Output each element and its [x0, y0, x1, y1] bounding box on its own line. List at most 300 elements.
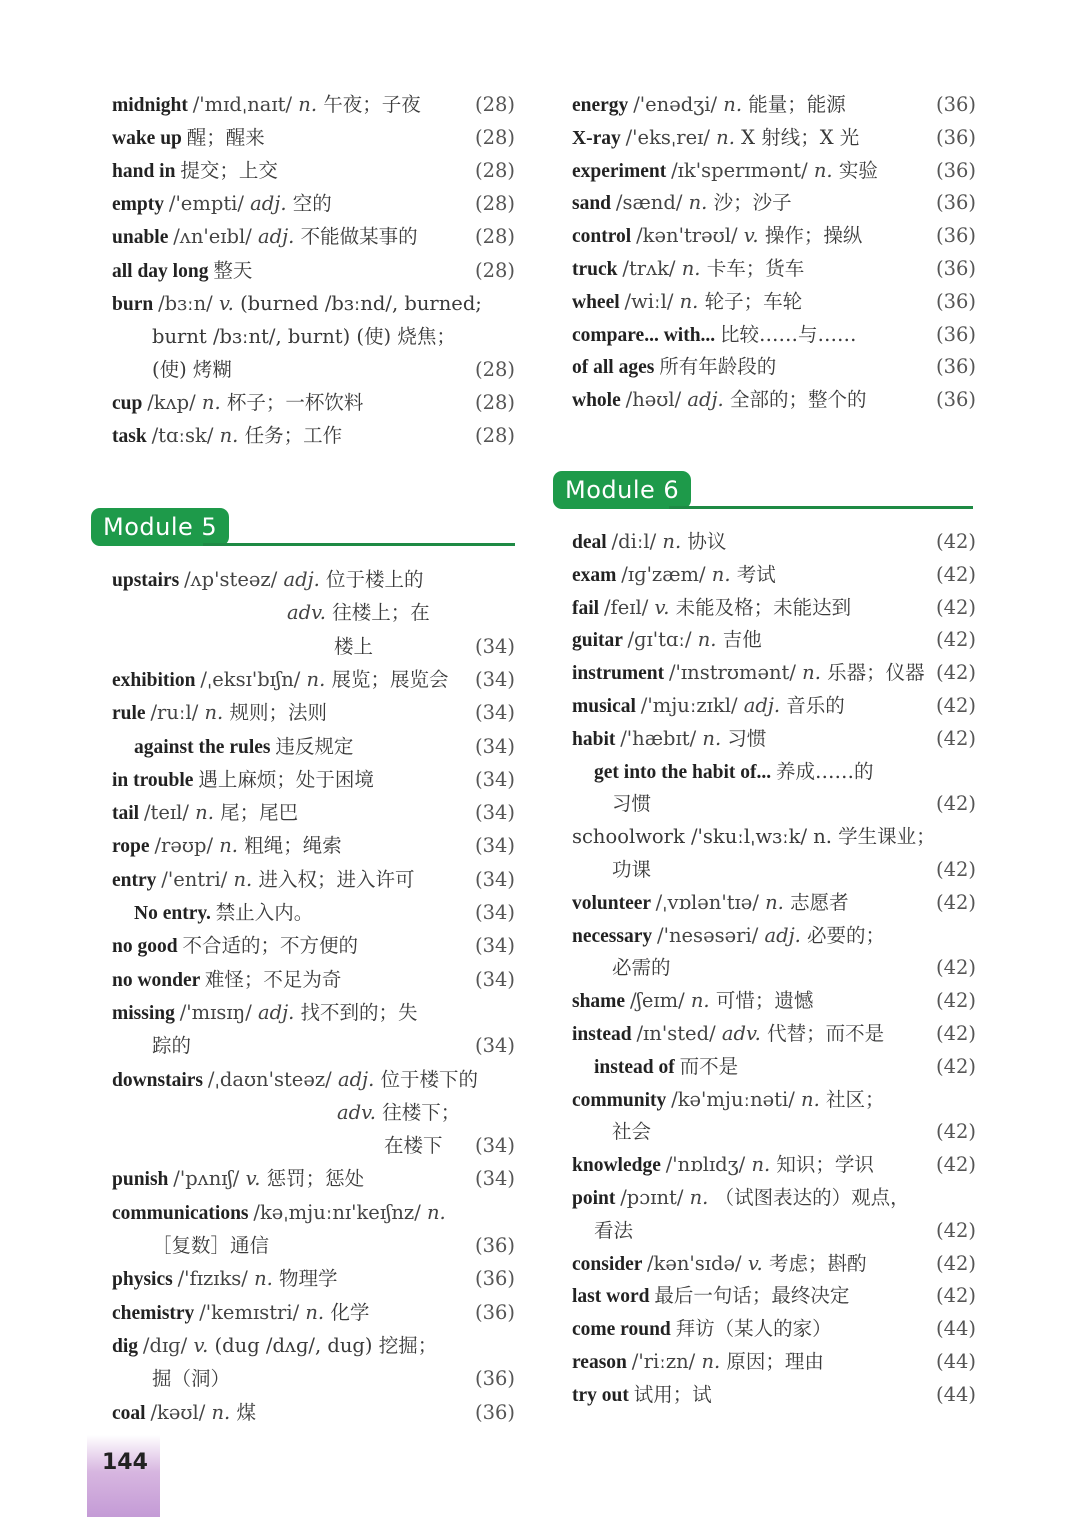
vocab-part-of-speech: n.	[219, 834, 245, 858]
vocab-word: exam	[572, 564, 622, 586]
vocab-entry-text	[112, 963, 341, 997]
vocab-word: reason	[572, 1352, 632, 1373]
vocab-page-ref: (44)	[935, 1350, 976, 1373]
vocab-entry-text	[612, 1115, 651, 1148]
vocab-word: rule	[112, 703, 151, 725]
vocab-part-of-speech: n.	[679, 289, 705, 313]
vocab-word: X-ray	[572, 127, 626, 149]
vocab-entry-text	[112, 663, 449, 697]
vocab-part-of-speech: n.	[306, 667, 332, 691]
vocab-entry-text	[572, 350, 776, 384]
vocab-entry	[112, 696, 515, 729]
vocab-word: No entry.	[134, 903, 216, 924]
module-5-header	[91, 508, 515, 548]
vocab-word: knowledge	[572, 1155, 666, 1177]
vocab-definition: X 射线；X 光	[741, 125, 860, 149]
vocab-page-ref: (28)	[474, 357, 515, 381]
vocab-phonetic: /'nesəsəri/	[657, 923, 765, 947]
vocab-page-ref: (36)	[935, 289, 976, 313]
vocab-entry	[572, 722, 976, 755]
vocab-entry-text	[572, 558, 776, 592]
vocab-definition: 轮子；车轮	[704, 289, 803, 313]
vocab-entry	[112, 796, 515, 829]
vocab-word: against the rules	[134, 736, 276, 758]
vocab-entry-text	[112, 929, 358, 963]
vocab-page-ref: (36)	[935, 191, 976, 215]
vocab-entry-text	[152, 353, 232, 386]
vocab-entry	[572, 558, 976, 591]
vocab-entry-text	[112, 563, 424, 597]
vocab-entry	[572, 88, 976, 121]
vocab-entry	[112, 154, 515, 187]
vocab-entry	[112, 1196, 515, 1229]
vocab-part-of-speech: n.	[702, 726, 728, 750]
vocab-phonetic: /dɪɡ/	[142, 1333, 194, 1357]
vocab-definition: 尾；尾巴	[220, 801, 299, 825]
vocab-entry	[112, 88, 515, 121]
vocab-page-ref: (28)	[474, 424, 515, 447]
vocab-word: rope	[112, 836, 155, 858]
vocab-entry-text	[112, 1063, 478, 1097]
vocab-part-of-speech: n.	[233, 867, 259, 891]
vocab-entry-text	[112, 386, 363, 420]
vocab-page-ref: (36)	[935, 158, 976, 182]
page-number: 144	[102, 1450, 148, 1475]
vocab-entry-text	[612, 853, 651, 886]
vocab-part-of-speech: v.	[218, 291, 241, 315]
vocab-entry-text	[384, 1129, 443, 1162]
vocab-definition: ［复数］通信	[152, 1234, 270, 1257]
vocab-page-ref: (34)	[474, 834, 515, 858]
vocab-page-ref: (34)	[474, 1134, 515, 1158]
vocab-entry	[572, 853, 976, 886]
vocab-page-ref: (36)	[474, 1267, 515, 1291]
vocab-page-ref: (28)	[474, 225, 515, 249]
vocab-word: no good	[112, 936, 183, 958]
vocab-entry	[572, 1312, 976, 1345]
vocab-definition: 不合适的；不方便的	[182, 934, 358, 958]
vocab-phonetic: /'mjuːzɪkl/	[640, 694, 744, 717]
vocab-entry	[112, 121, 515, 154]
vocab-entry	[112, 220, 515, 253]
vocab-word: volunteer	[572, 892, 656, 914]
vocab-entry-text	[594, 1050, 738, 1084]
vocab-word: cup	[112, 392, 148, 414]
vocab-page-ref: (42)	[935, 1218, 976, 1242]
vocab-entry	[572, 121, 976, 154]
vocab-phonetic: /kəʊl/	[150, 1400, 212, 1424]
vocab-phonetic: /ɪk'sperɪmənt/	[671, 158, 814, 182]
vocab-definition: 最后一句话；最终决定	[654, 1284, 850, 1308]
vocab-definition: 实验	[838, 158, 878, 182]
vocab-page-ref: (36)	[935, 322, 976, 346]
vocab-entry	[112, 730, 515, 763]
vocab-entry-text	[572, 318, 857, 352]
vocab-entry	[572, 252, 976, 285]
vocab-definition: 音乐的	[786, 694, 845, 717]
vocab-page-ref: (34)	[474, 801, 515, 825]
vocab-definition: （试图表达的）观点，	[714, 1186, 910, 1209]
vocab-page-ref: (34)	[474, 634, 515, 658]
vocab-page-ref: (42)	[935, 530, 976, 553]
vocab-definition: 醒；醒来	[186, 126, 265, 150]
vocab-word: consider	[572, 1253, 647, 1275]
vocab-phonetic: /'ɪnstrʊmənt/	[668, 661, 803, 685]
vocab-page-ref: (36)	[935, 257, 976, 280]
vocab-entry-text	[134, 730, 353, 764]
vocab-word: whole	[572, 390, 626, 412]
vocab-entry	[572, 886, 976, 919]
vocab-definition: (burned /bɜːnd/, burned;	[240, 291, 482, 315]
vocab-entry	[112, 419, 515, 452]
vocab-phonetic: /kəˌmjuːnɪ'keɪʃnz/	[253, 1200, 427, 1224]
vocab-definition: 协议	[687, 530, 727, 553]
vocab-entry	[112, 963, 515, 996]
vocab-word: come round	[572, 1319, 676, 1341]
vocab-part-of-speech: adv.	[287, 601, 333, 625]
module-5-rule	[203, 543, 515, 546]
vocab-page-ref: (34)	[474, 667, 515, 691]
vocab-word: wheel	[572, 291, 625, 313]
vocab-entry-text	[572, 252, 804, 286]
vocab-entry	[112, 1362, 515, 1395]
vocab-entry-text	[572, 1181, 910, 1215]
vocab-entry-text	[572, 121, 859, 155]
vocab-definition: 养成……的	[776, 759, 874, 783]
vocab-definition: 考试	[736, 562, 776, 586]
vocab-word: chemistry	[112, 1302, 200, 1324]
vocab-page-ref: (42)	[935, 890, 976, 914]
vocab-part-of-speech: n.	[662, 530, 688, 553]
vocab-word: wake up	[112, 128, 187, 150]
vocab-definition: 试用；试	[633, 1382, 712, 1406]
vocab-definition: 社会	[612, 1120, 652, 1144]
vocab-phonetic: /'enədʒi/	[633, 93, 724, 116]
vocab-page-ref: (36)	[935, 125, 976, 149]
vocab-part-of-speech: v.	[747, 1251, 769, 1275]
vocab-entry	[572, 1214, 976, 1247]
vocab-entry	[112, 287, 515, 320]
vocab-entry-text	[572, 919, 885, 953]
vocab-page-ref: (36)	[935, 224, 976, 248]
vocab-word: physics	[112, 1269, 178, 1291]
vocab-entry	[572, 1247, 976, 1280]
vocab-entry-text	[572, 656, 925, 690]
vocab-entry-text	[112, 1396, 256, 1430]
vocab-word: empty	[112, 194, 169, 216]
vocab-word: control	[572, 226, 637, 248]
vocab-page-ref: (42)	[935, 989, 976, 1013]
vocab-entry-text	[572, 219, 862, 253]
vocab-word: get into the habit of...	[594, 761, 776, 783]
vocab-entry	[572, 525, 976, 558]
vocab-phonetic: /ʌn'eɪbl/	[173, 225, 259, 249]
vocab-definition: 代替；而不是	[767, 1022, 885, 1045]
vocab-entry	[572, 755, 976, 788]
vocab-word: experiment	[572, 160, 672, 182]
vocab-entry	[112, 929, 515, 962]
vocab-part-of-speech: v.	[193, 1333, 215, 1357]
vocab-phonetic: /sænd/	[615, 191, 689, 215]
vocab-word: no wonder	[112, 969, 205, 991]
vocab-entry-text	[572, 689, 845, 723]
vocab-entry-text	[572, 623, 762, 657]
vocab-entry-text	[572, 591, 851, 625]
vocab-part-of-speech: n.	[204, 701, 230, 725]
vocab-word: last word	[572, 1286, 655, 1308]
vocab-word: musical	[572, 696, 641, 717]
vocab-definition: 提交；上交	[180, 159, 278, 183]
vocab-entry	[572, 591, 976, 624]
vocab-entry	[112, 996, 515, 1029]
vocab-phonetic: /trʌk/	[622, 257, 682, 280]
vocab-entry	[112, 353, 515, 386]
vocab-entry-text	[572, 1345, 824, 1379]
vocab-page-ref: (42)	[935, 562, 976, 586]
vocab-word: exhibition	[112, 669, 201, 691]
vocab-part-of-speech: n.	[681, 257, 707, 280]
vocab-entry	[112, 386, 515, 419]
vocab-page-ref: (42)	[935, 956, 976, 980]
vocab-phonetic: /ruːl/	[150, 701, 205, 725]
vocab-word: tail	[112, 803, 144, 825]
module-6-rule	[669, 506, 973, 509]
vocab-phonetic: /ɪɡ'zæm/	[621, 562, 712, 586]
vocab-entry	[112, 1329, 515, 1362]
vocab-word: deal	[572, 532, 612, 553]
vocab-definition: 必要的；	[807, 923, 886, 947]
vocab-entry-text	[612, 787, 651, 820]
vocab-entry	[572, 1050, 976, 1083]
vocab-entry	[572, 350, 976, 383]
vocab-phonetic: /pɔɪnt/	[620, 1186, 690, 1209]
vocab-definition: 位于楼上的	[326, 568, 424, 591]
vocab-entry-text	[112, 121, 265, 155]
vocab-entry-text	[572, 1017, 884, 1051]
vocab-word: try out	[572, 1384, 634, 1406]
vocab-entry	[572, 1378, 976, 1411]
vocab-page-ref: (36)	[935, 93, 976, 116]
vocab-definition: 化学	[330, 1300, 370, 1324]
vocab-word: community	[572, 1089, 672, 1111]
vocab-definition: 往楼上；在	[332, 601, 430, 625]
vocab-page-ref: (34)	[474, 1034, 515, 1058]
vocab-entry-text	[152, 1029, 191, 1062]
vocab-definition: 功课	[612, 858, 652, 881]
vocab-word: instrument	[572, 663, 669, 685]
vocab-entry	[572, 219, 976, 252]
module-6-header	[553, 471, 973, 511]
vocab-part-of-speech: n.	[254, 1267, 280, 1291]
vocab-definition: 整天	[213, 258, 253, 282]
vocab-word: communications	[112, 1202, 254, 1224]
vocab-phonetic: /ʃeɪm/	[629, 989, 691, 1013]
vocab-definition: 任务；工作	[244, 424, 343, 447]
vocab-word: coal	[112, 1402, 151, 1424]
vocab-part-of-speech: n.	[701, 1350, 727, 1373]
vocab-definition: 在楼下	[384, 1134, 443, 1158]
vocab-word: hand in	[112, 161, 181, 183]
vocab-page-ref: (28)	[474, 258, 515, 282]
vocab-entry	[112, 254, 515, 287]
vocab-entry-text	[572, 886, 849, 920]
vocab-entry	[112, 1396, 515, 1429]
vocab-page-ref: (34)	[474, 934, 515, 958]
vocab-entry	[112, 596, 515, 629]
vocab-definition: 拜访（某人的家）	[675, 1317, 832, 1341]
vocab-phonetic: /'hæbɪt/	[620, 726, 703, 750]
vocab-entry-text	[572, 1083, 885, 1117]
vocab-entry	[112, 1029, 515, 1062]
vocab-phonetic: /feɪl/	[603, 595, 655, 619]
vocab-page-ref: (34)	[474, 1167, 515, 1191]
vocab-entry	[112, 1129, 515, 1162]
vocab-entry-text	[572, 1279, 849, 1313]
vocab-definition: 禁止入内。	[215, 901, 314, 924]
vocab-entry-text	[112, 88, 421, 122]
vocab-page-ref: (34)	[474, 767, 515, 791]
vocab-page-ref: (42)	[935, 661, 976, 685]
vocab-word: missing	[112, 1002, 180, 1024]
vocab-definition: 习惯	[612, 792, 652, 816]
vocab-entry	[112, 863, 515, 896]
vocab-page-ref: (42)	[935, 1251, 976, 1275]
vocab-entry	[572, 186, 976, 219]
vocab-definition: (使) 烤糊	[152, 357, 232, 381]
vocab-word: truck	[572, 259, 623, 280]
vocab-word: task	[112, 426, 152, 447]
vocab-definition: 煤	[236, 1400, 256, 1424]
vocab-definition: 比较……与……	[720, 322, 857, 346]
vocab-definition: 进入权；进入许可	[258, 867, 415, 891]
vocab-entry-text	[112, 419, 342, 453]
vocab-entry	[112, 1296, 515, 1329]
vocab-phonetic: /'entri/	[161, 867, 234, 891]
vocab-phonetic: /rəʊp/	[154, 834, 220, 858]
vocab-entry	[572, 1017, 976, 1050]
vocab-word: in trouble	[112, 769, 199, 791]
vocab-entry	[572, 1083, 976, 1116]
vocab-definition: 找不到的；失	[300, 1000, 418, 1024]
vocab-entry	[572, 623, 976, 656]
vocab-definition: 掘（洞）	[152, 1367, 231, 1391]
vocab-part-of-speech: n.	[716, 125, 742, 149]
vocab-part-of-speech: adv.	[721, 1022, 768, 1045]
vocab-definition: 粗绳；绳索	[244, 834, 342, 858]
vocab-entry-text	[112, 1262, 338, 1296]
vocab-definition: 看法	[594, 1218, 634, 1242]
vocab-entry	[112, 1162, 515, 1195]
vocab-definition: 物理学	[279, 1267, 338, 1291]
vocab-entry	[112, 829, 515, 862]
vocab-entry-text	[572, 88, 846, 122]
vocab-part-of-speech: n.	[305, 1300, 331, 1324]
vocab-definition: 志愿者	[790, 890, 849, 914]
vocab-definition: 考虑；斟酌	[768, 1251, 867, 1275]
vocab-entry-text	[112, 187, 332, 221]
vocab-entry	[112, 896, 515, 929]
vocab-entry-text	[572, 1148, 874, 1182]
vocab-word: midnight	[112, 95, 193, 116]
vocab-page-ref: (42)	[935, 595, 976, 619]
vocab-definition: 空的	[292, 192, 332, 216]
vocab-definition: 难怪；不足为奇	[204, 967, 342, 991]
vocab-entry-text	[152, 320, 456, 353]
vocab-phonetic: /'riːzn/	[631, 1350, 702, 1373]
vocab-page-ref: (42)	[935, 694, 976, 717]
vocab-phonetic: /ˌeksɪ'bɪʃn/	[200, 667, 307, 691]
vocab-definition: 位于楼下的	[380, 1067, 479, 1091]
vocab-part-of-speech: adv.	[337, 1100, 383, 1124]
vocab-phonetic: /həʊl/	[625, 388, 688, 412]
vocab-phonetic: /'pʌnɪʃ/	[173, 1167, 246, 1191]
vocab-word: dig	[112, 1335, 143, 1357]
vocab-definition: 午夜；子夜	[323, 93, 421, 116]
vocab-page-ref: (42)	[935, 1284, 976, 1308]
vocab-entry-text	[112, 254, 252, 288]
vocab-definition: 未能及格；未能达到	[675, 595, 852, 619]
vocab-definition: 知识；学识	[776, 1153, 874, 1177]
vocab-part-of-speech: n.	[802, 661, 828, 685]
vocab-definition: 操作；操纵	[764, 224, 863, 248]
vocab-page-ref: (42)	[935, 628, 976, 652]
vocab-entry-text	[112, 154, 278, 188]
vocab-part-of-speech: n.	[813, 158, 839, 182]
vocab-entry	[572, 919, 976, 952]
vocab-part-of-speech: adj.	[258, 225, 301, 249]
vocab-word: guitar	[572, 630, 628, 652]
vocab-entry-text	[594, 755, 874, 789]
vocab-entry-text	[572, 820, 936, 853]
vocab-part-of-speech: n.	[801, 1087, 826, 1111]
vocab-word: burn	[112, 293, 159, 315]
vocab-entry	[572, 1115, 976, 1148]
vocab-definition: 杯子；一杯饮料	[226, 390, 364, 414]
vocab-part-of-speech: n.	[298, 93, 324, 116]
vocab-entry	[112, 1063, 515, 1096]
vocab-phonetic: /'nɒlɪdʒ/	[665, 1153, 752, 1177]
vocab-entry	[112, 320, 515, 353]
vocab-entry-text	[152, 1229, 269, 1262]
vocab-part-of-speech: adj.	[283, 568, 327, 591]
vocab-word: unable	[112, 227, 174, 249]
vocab-part-of-speech: n.	[697, 628, 723, 652]
vocab-entry	[112, 563, 515, 596]
page-number-tab	[87, 1435, 160, 1517]
vocab-phonetic: /ɪn'sted/	[636, 1022, 722, 1045]
vocab-entry	[572, 383, 976, 416]
vocab-definition: 展览；展览会	[331, 667, 449, 691]
vocab-page-ref: (34)	[474, 734, 515, 758]
vocab-phonetic: /wiːl/	[624, 289, 680, 313]
vocab-part-of-speech: n.	[711, 562, 737, 586]
vocab-page-ref: (42)	[935, 792, 976, 816]
vocab-definition: 必需的	[612, 956, 671, 980]
vocab-entry-text	[287, 596, 430, 629]
vocab-word: point	[572, 1188, 621, 1209]
vocab-page-ref: (34)	[474, 967, 515, 991]
vocab-word: punish	[112, 1169, 174, 1191]
vocab-page-ref: (36)	[474, 1234, 515, 1257]
vocab-word: upstairs	[112, 570, 185, 591]
vocab-page-ref: (42)	[935, 858, 976, 881]
vocab-phonetic: /diːl/	[611, 530, 663, 553]
vocab-word: necessary	[572, 925, 658, 947]
vocab-definition: 习惯	[727, 726, 767, 750]
vocab-definition: (dug /dʌɡ/, dug) 挖掘；	[214, 1333, 438, 1357]
vocab-definition: 而不是	[679, 1054, 739, 1078]
vocab-part-of-speech: n.	[219, 424, 245, 447]
